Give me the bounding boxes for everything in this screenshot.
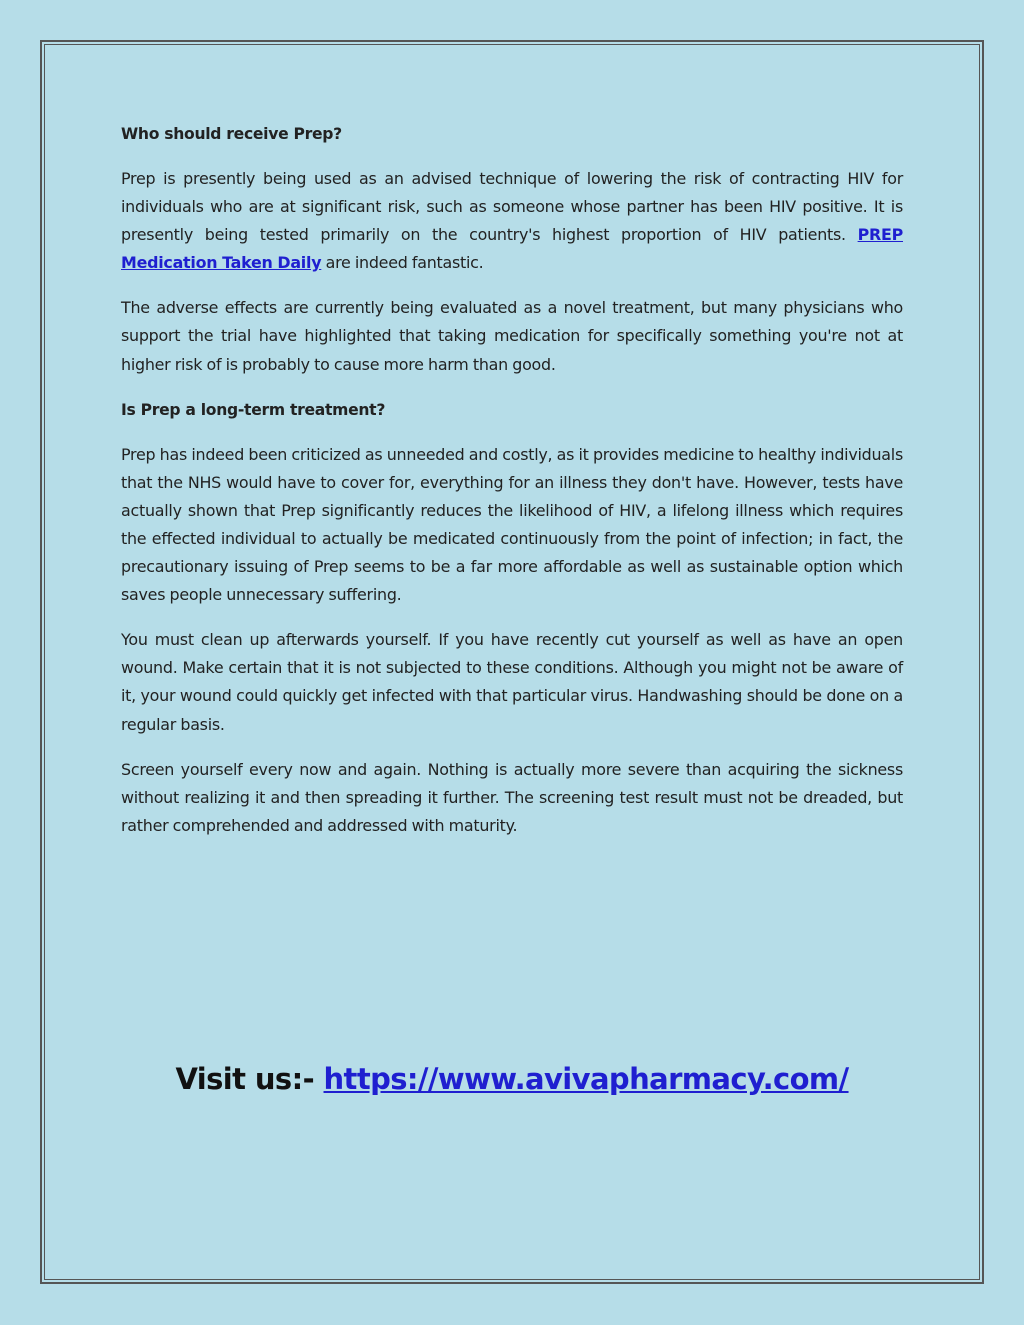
paragraph-criticism: Prep has indeed been criticized as unneeded and costly, as it provides medicine to healthy individuals that the NHS would have to cover for, everything for an illness they don't have. However, tests have actually shown that Prep significantly reduces the likelihood of HIV, a lifelong illness which requires the effected individual to actually be medicated continuously from the point of infection; in fact, the precautionary issuing of Prep seems to be a far more affordable as well as sustainable option which saves people unnecessary suffering. [121, 444, 903, 605]
section-heading-who-should-receive: Who should receive Prep? [121, 125, 342, 143]
paragraph-screening: Screen yourself every now and again. Nothing is actually more severe than acquiring the sickness without realizing it and then spreading it further. The screening test result must not be dreaded, but rather comprehended and addressed with maturity. [121, 759, 903, 835]
section-heading-long-term: Is Prep a long-term treatment? [121, 400, 386, 419]
document-body [121, 120, 903, 857]
website-link[interactable]: https://www.avivapharmacy.com/ [323, 1062, 849, 1096]
paragraph-prep-usage-text: Prep is presently being used as an advised technique of lowering the risk of contracting HIV for individuals who are at significant risk, such as someone whose partner has been HIV positive. It is presently being tested primarily on the country's highest proportion of HIV patients. [121, 169, 903, 245]
visit-us-footer [0, 1056, 1024, 1102]
visit-us-label: Visit us:- [175, 1062, 315, 1096]
paragraph-adverse-effects: The adverse effects are currently being evaluated as a novel treatment, but many physicians who support the trial have highlighted that taking medication for specifically something you're not at higher risk of is probably to cause more harm than good. [121, 298, 903, 374]
paragraph-prep-usage [121, 165, 903, 277]
paragraph-clean-up: You must clean up afterwards yourself. If you have recently cut yourself as well as have an open wound. Make certain that it is not subjected to these conditions. Although you might not be aware of it, your wound could quickly get infected with that particular virus. Handwashing should be done on a regular basis. [121, 630, 903, 734]
paragraph-prep-usage-tail: are indeed fantastic. [321, 253, 484, 273]
prep-medication-link[interactable]: PREP Medication Taken Daily [121, 225, 903, 273]
